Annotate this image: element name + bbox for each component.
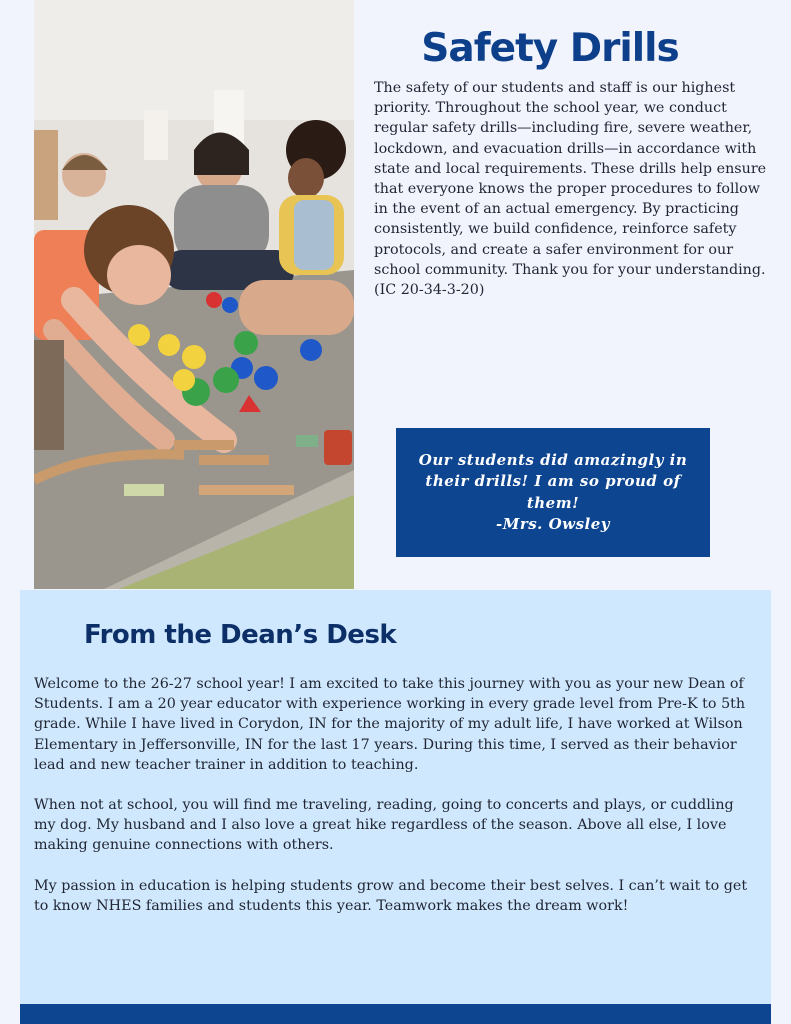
deans-desk-title: From the Dean’s Desk [84,620,397,650]
quote-text: Our students did amazingly in their drills! I am so proud of them! [418,450,688,512]
deans-desk-paragraph: When not at school, you will find me traveling, reading, going to concerts and plays, or cuddling my dog. My husband and I also love a great hike regardless of the season. Above all else, I love making genuine connections with others. [34,797,734,854]
deans-desk-paragraph: My passion in education is helping students grow and become their best selves. I can’t wait to get to know NHES families and students this year. Teamwork makes the dream work! [34,877,748,914]
safety-drills-body: The safety of our students and staff is our highest priority. Throughout the school year, we conduct regular safety drills—including fire, severe weather, lockdown, and evacuation drills—in accordance with state and local requirements. These drills help ensure that everyone knows the proper procedures to follow in the event of an actual emergency. By practicing consistently, we build confidence, reinforce safety protocols, and create a safer environment for our school community. Thank you for your understanding. (IC 20-34-3-20) [374,80,767,299]
quote-author: -Mrs. Owsley [495,515,610,533]
deans-desk-panel [20,590,771,1024]
deans-desk-paragraph: Welcome to the 26-27 school year! I am excited to take this journey with you as your new Dean of Students. I am a 20 year educator with experience working in every grade level from Pre-K to 5th grade. While I have lived in Corydon, IN for the majority of my adult life, I have worked at Wilson Elementary in Jeffersonville, IN for the last 17 years. During this time, I served as their behavior lead and new teacher trainer in addition to teaching. [34,676,746,773]
safety-drills-title: Safety Drills [421,26,679,71]
classroom-photo [34,0,354,589]
deans-desk-body [34,674,754,936]
footer-bar [20,1004,771,1024]
quote-box [396,428,710,557]
